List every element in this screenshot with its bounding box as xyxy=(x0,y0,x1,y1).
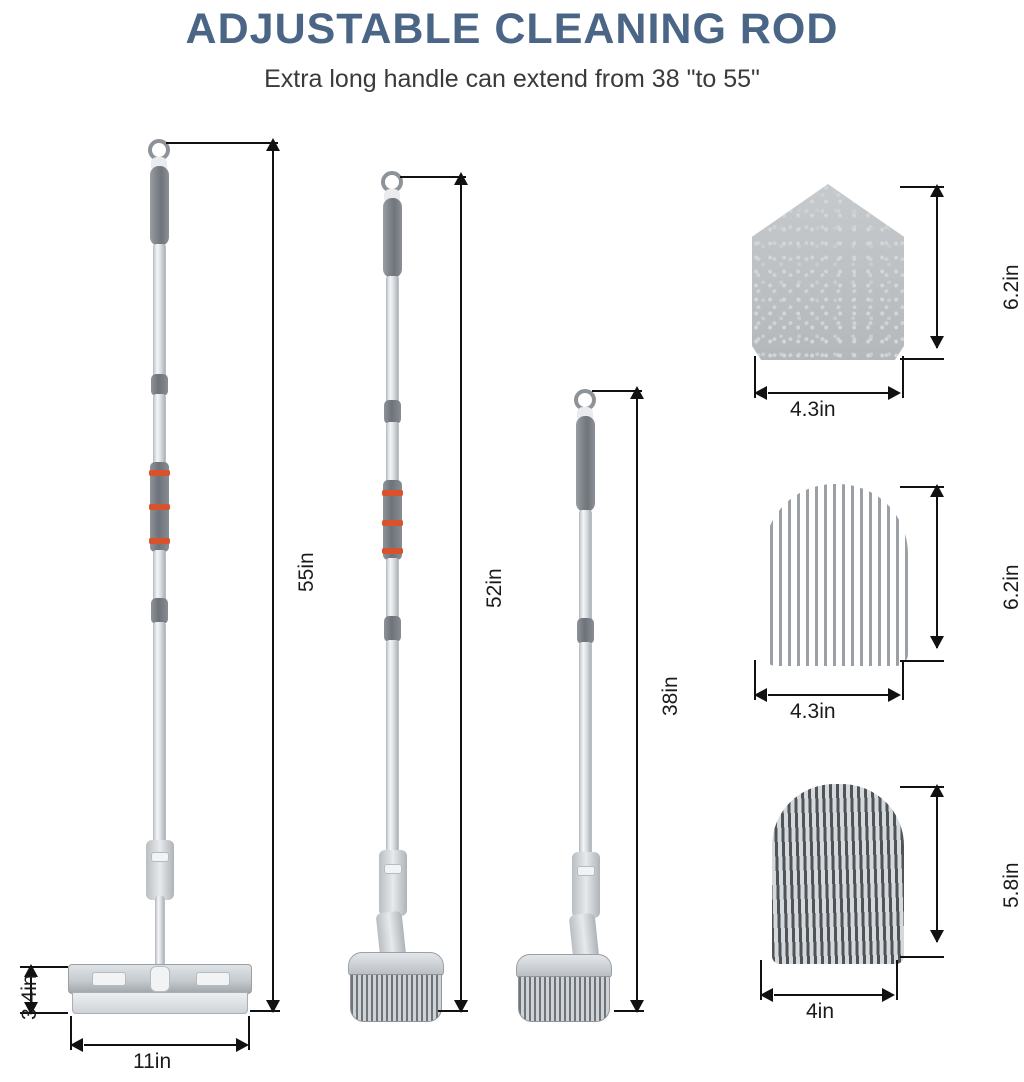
label-sponge-width: 4.3in xyxy=(790,398,836,421)
label-microfiber-width: 4.3in xyxy=(790,700,836,723)
pole-tube-bottom xyxy=(153,622,166,844)
pole-collar xyxy=(577,618,594,644)
pole-collar xyxy=(384,400,401,424)
brush-head-plate xyxy=(516,954,612,978)
squeegee-rubber-blade xyxy=(72,992,248,1014)
pole-tube-bottom xyxy=(386,640,399,852)
brush-neck-pad xyxy=(384,864,402,874)
label-sponge-height: 6.2in xyxy=(1000,264,1023,310)
squeegee-neck-pad xyxy=(151,852,169,862)
squeegee-clip-right xyxy=(196,972,230,986)
adjust-ring-red-3 xyxy=(149,538,170,544)
pole-collar xyxy=(151,374,168,396)
adjust-ring-red-1 xyxy=(149,470,170,476)
pole-tube-mid xyxy=(386,422,399,484)
pole-tube-upper xyxy=(579,510,592,622)
label-microfiber-height: 6.2in xyxy=(1000,564,1023,610)
brush-head-plate xyxy=(348,952,444,976)
squeegee-neck xyxy=(146,840,174,900)
pole-tube-bottom xyxy=(579,642,592,854)
label-scrub-width: 4in xyxy=(806,1000,835,1023)
squeegee-clip-left xyxy=(92,972,126,986)
label-38in: 38in xyxy=(659,676,682,716)
pole-tube-lower xyxy=(386,558,399,620)
adjust-ring-red-2 xyxy=(149,504,170,510)
page-subtitle: Extra long handle can extend from 38 "to 55" xyxy=(264,65,760,93)
pole-collar-lower xyxy=(384,616,401,642)
label-55in: 55in xyxy=(295,552,318,592)
pole-grip xyxy=(150,166,169,246)
pole-tube-mid xyxy=(153,394,166,466)
pole-grip xyxy=(576,416,595,512)
brush-neck-pad xyxy=(577,866,595,876)
adjust-ring-red-1 xyxy=(382,490,403,496)
brush-bristles xyxy=(518,976,610,1022)
label-52in: 52in xyxy=(483,568,506,608)
pole-collar-lower xyxy=(151,598,168,624)
pole-tube-lower xyxy=(153,550,166,602)
brush-neck xyxy=(572,852,600,918)
label-11in: 11in xyxy=(133,1050,172,1073)
adjust-ring-red-3 xyxy=(382,548,403,554)
label-scrub-height: 5.8in xyxy=(1000,862,1023,908)
brush-neck xyxy=(379,850,407,916)
pole-tube-upper xyxy=(153,244,166,384)
label-3-4in: 3.4in xyxy=(18,974,41,1020)
squeegee-stem xyxy=(155,896,165,972)
adjust-ring-red-2 xyxy=(382,520,403,526)
page-title: ADJUSTABLE CLEANING ROD xyxy=(185,5,839,53)
pole-grip xyxy=(383,198,402,278)
pole-tube-upper xyxy=(386,276,399,408)
squeegee-center-clip xyxy=(150,966,170,992)
brush-bristles xyxy=(350,974,442,1022)
